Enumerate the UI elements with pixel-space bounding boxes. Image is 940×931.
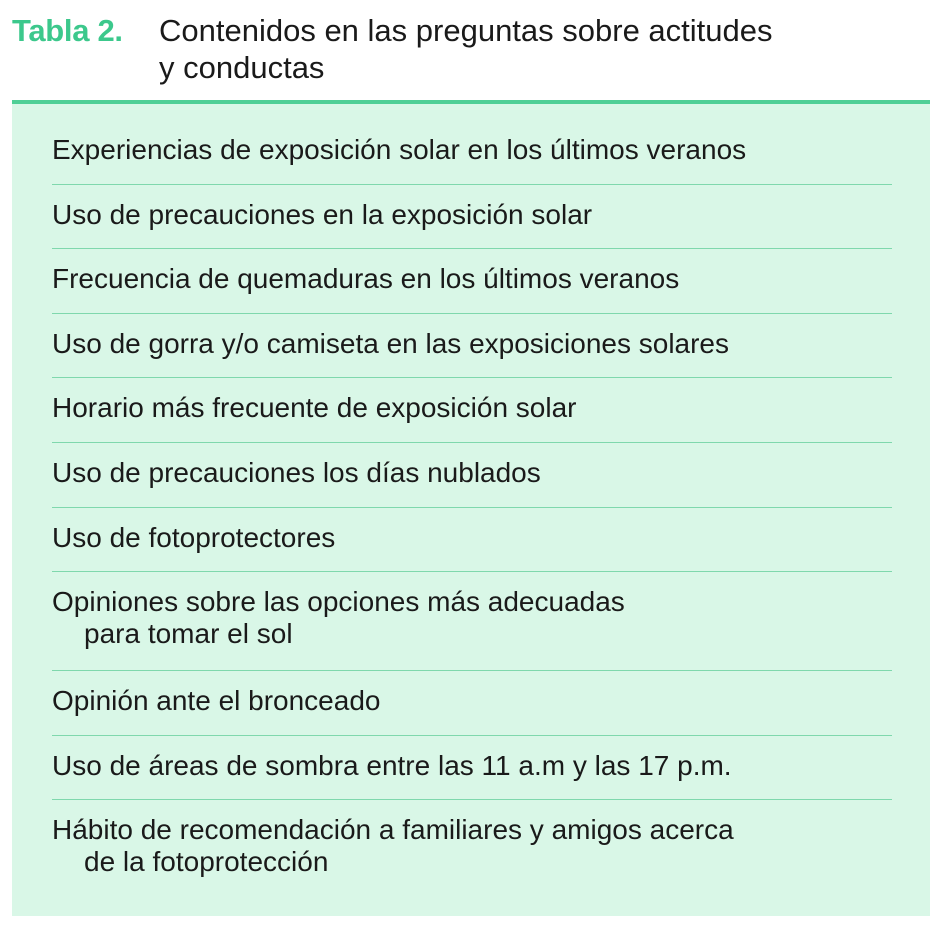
list-item-text-continued: de la fotoprotección [84, 846, 329, 878]
table-panel [12, 100, 930, 916]
list-item [52, 120, 892, 185]
list-item-text: Hábito de recomendación a familiares y amigos acerca [52, 814, 734, 846]
table-title-line-2: y conductas [159, 50, 325, 85]
list-item [52, 249, 892, 314]
list-item-text: Uso de precauciones en la exposición solar [52, 198, 593, 230]
content-list [52, 120, 892, 899]
list-item-text: Uso de fotoprotectores [52, 521, 336, 553]
table-title-line-1: Contenidos en las preguntas sobre actitudes [159, 13, 773, 48]
list-item [52, 378, 892, 443]
list-item [52, 572, 892, 671]
list-item-text: Experiencias de exposición solar en los últimos veranos [52, 134, 747, 165]
table-title [159, 12, 899, 86]
list-item-text: Uso de precauciones los días nublados [52, 456, 541, 488]
list-item [52, 800, 892, 899]
table-label: Tabla 2. [12, 13, 123, 48]
list-item-text: Horario más frecuente de exposición solar [52, 392, 577, 424]
list-item-text: Opinión ante el bronceado [52, 685, 381, 717]
list-item [52, 508, 892, 573]
list-item-text: Uso de áreas de sombra entre las 11 a.m y las 17 p.m. [52, 749, 732, 781]
list-item-text: Frecuencia de quemaduras en los últimos veranos [52, 263, 680, 295]
list-item-text: Opiniones sobre las opciones más adecuadas [52, 586, 625, 618]
list-item [52, 314, 892, 379]
list-item [52, 185, 892, 250]
list-item-text-continued: para tomar el sol [84, 618, 293, 650]
list-item-text: Uso de gorra y/o camiseta en las exposiciones solares [52, 327, 730, 359]
list-item [52, 443, 892, 508]
list-item [52, 736, 892, 801]
list-item [52, 671, 892, 736]
